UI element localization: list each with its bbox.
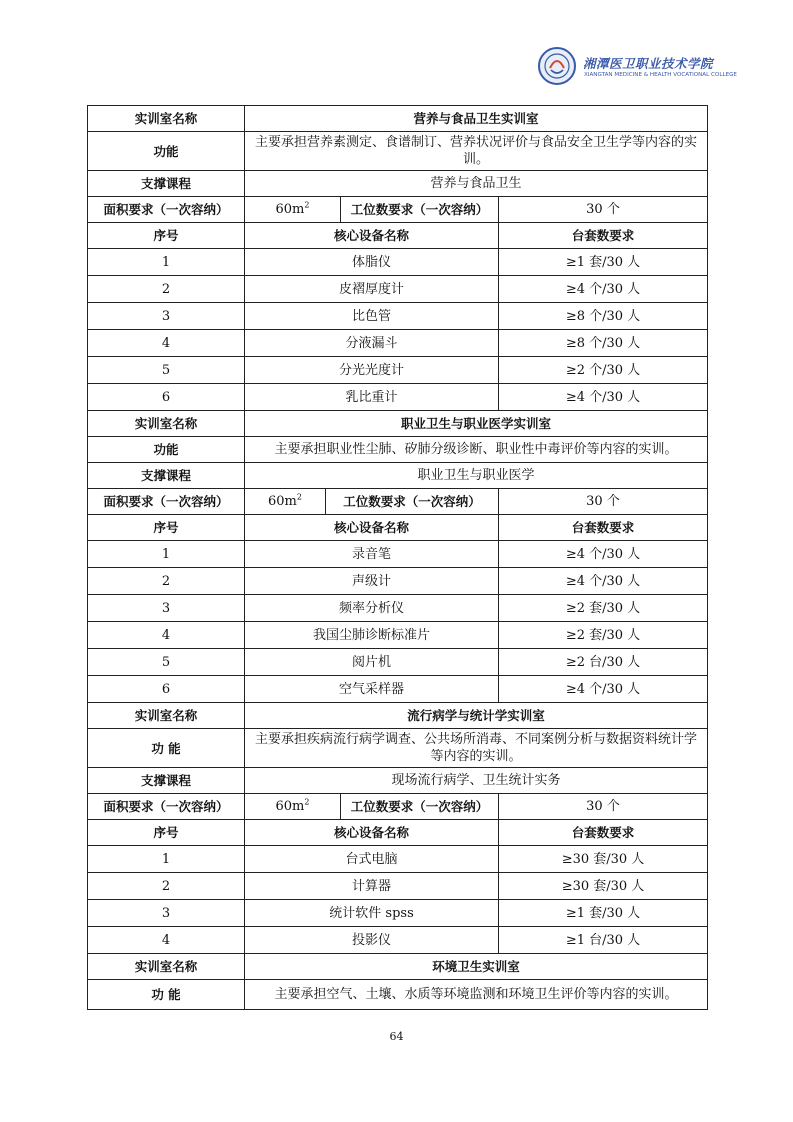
college-logo (537, 46, 737, 88)
function-text: 主要承担职业性尘肺、矽肺分级诊断、职业性中毒评价等内容的实训。 (245, 437, 708, 463)
function-text: 主要承担疾病流行病学调查、公共场所消毒、不同案例分析与数据资料统计学等内容的实训。 (245, 729, 708, 768)
logo-english-name: XIANGTAN MEDICINE & HEALTH VOCATIONAL COLLEGE (584, 72, 737, 78)
facility-section (87, 410, 708, 703)
room-name-label: 实训室名称 (88, 411, 245, 437)
logo-chinese-name: 湘潭医卫职业技术学院 (583, 56, 714, 71)
course-label: 支撑课程 (88, 171, 245, 197)
table-row: 1 体脂仪 ≥1 套/30 人 (88, 249, 708, 276)
table-row: 2 计算器 ≥30 套/30 人 (88, 873, 708, 900)
facility-section (87, 702, 708, 954)
function-text: 主要承担营养素测定、食谱制订、营养状况评价与食品安全卫生学等内容的实训。 (245, 132, 708, 171)
room-name: 流行病学与统计学实训室 (245, 703, 708, 729)
seq-header: 序号 (88, 820, 245, 846)
stations-value: 30 个 (499, 489, 708, 515)
room-name: 环境卫生实训室 (245, 954, 708, 980)
area-value: $60m^2$ (245, 794, 341, 820)
table-row: 1 录音笔 ≥4 个/30 人 (88, 541, 708, 568)
quantity-header: 台套数要求 (499, 820, 708, 846)
table-row: 6 乳比重计 ≥4 个/30 人 (88, 384, 708, 411)
quantity-header: 台套数要求 (499, 223, 708, 249)
function-label: 功能 (88, 437, 245, 463)
course-value: 职业卫生与职业医学 (245, 463, 708, 489)
table-row: 3 统计软件 spss ≥1 套/30 人 (88, 900, 708, 927)
function-text: 主要承担空气、土壤、水质等环境监测和环境卫生评价等内容的实训。 (245, 980, 708, 1010)
table-row: 4 我国尘肺诊断标准片 ≥2 套/30 人 (88, 622, 708, 649)
room-name-label: 实训室名称 (88, 106, 245, 132)
facility-section (87, 953, 708, 1010)
page-number: 64 (389, 1030, 404, 1043)
facility-section (87, 105, 708, 411)
quantity-header: 台套数要求 (499, 515, 708, 541)
course-value: 营养与食品卫生 (245, 171, 708, 197)
stations-label: 工位数要求（一次容纳） (326, 489, 499, 515)
course-label: 支撑课程 (88, 768, 245, 794)
facility-tables (87, 105, 707, 1010)
room-name: 营养与食品卫生实训室 (245, 106, 708, 132)
stations-label: 工位数要求（一次容纳） (341, 197, 499, 223)
college-emblem-icon (537, 46, 577, 86)
stations-label: 工位数要求（一次容纳） (341, 794, 499, 820)
area-value: $60m^2$ (245, 489, 326, 515)
room-name-label: 实训室名称 (88, 703, 245, 729)
stations-value: 30 个 (499, 794, 708, 820)
course-value: 现场流行病学、卫生统计实务 (245, 768, 708, 794)
function-label: 功 能 (88, 980, 245, 1010)
table-row: 5 分光光度计 ≥2 个/30 人 (88, 357, 708, 384)
table-row: 1 台式电脑 ≥30 套/30 人 (88, 846, 708, 873)
table-row: 2 皮褶厚度计 ≥4 个/30 人 (88, 276, 708, 303)
seq-header: 序号 (88, 223, 245, 249)
function-label: 功能 (88, 132, 245, 171)
table-row: 5 阅片机 ≥2 台/30 人 (88, 649, 708, 676)
area-label: 面积要求（一次容纳） (88, 489, 245, 515)
course-label: 支撑课程 (88, 463, 245, 489)
table-row: 4 分液漏斗 ≥8 个/30 人 (88, 330, 708, 357)
table-row: 2 声级计 ≥4 个/30 人 (88, 568, 708, 595)
table-row: 3 频率分析仪 ≥2 套/30 人 (88, 595, 708, 622)
table-row: 3 比色管 ≥8 个/30 人 (88, 303, 708, 330)
room-name-label: 实训室名称 (88, 954, 245, 980)
function-label: 功 能 (88, 729, 245, 768)
area-label: 面积要求（一次容纳） (88, 794, 245, 820)
seq-header: 序号 (88, 515, 245, 541)
equipment-header: 核心设备名称 (245, 515, 499, 541)
equipment-header: 核心设备名称 (245, 223, 499, 249)
stations-value: 30 个 (499, 197, 708, 223)
table-row: 4 投影仪 ≥1 台/30 人 (88, 927, 708, 954)
area-label: 面积要求（一次容纳） (88, 197, 245, 223)
room-name: 职业卫生与职业医学实训室 (245, 411, 708, 437)
table-row: 6 空气采样器 ≥4 个/30 人 (88, 676, 708, 703)
equipment-header: 核心设备名称 (245, 820, 499, 846)
area-value: $60m^2$ (245, 197, 341, 223)
